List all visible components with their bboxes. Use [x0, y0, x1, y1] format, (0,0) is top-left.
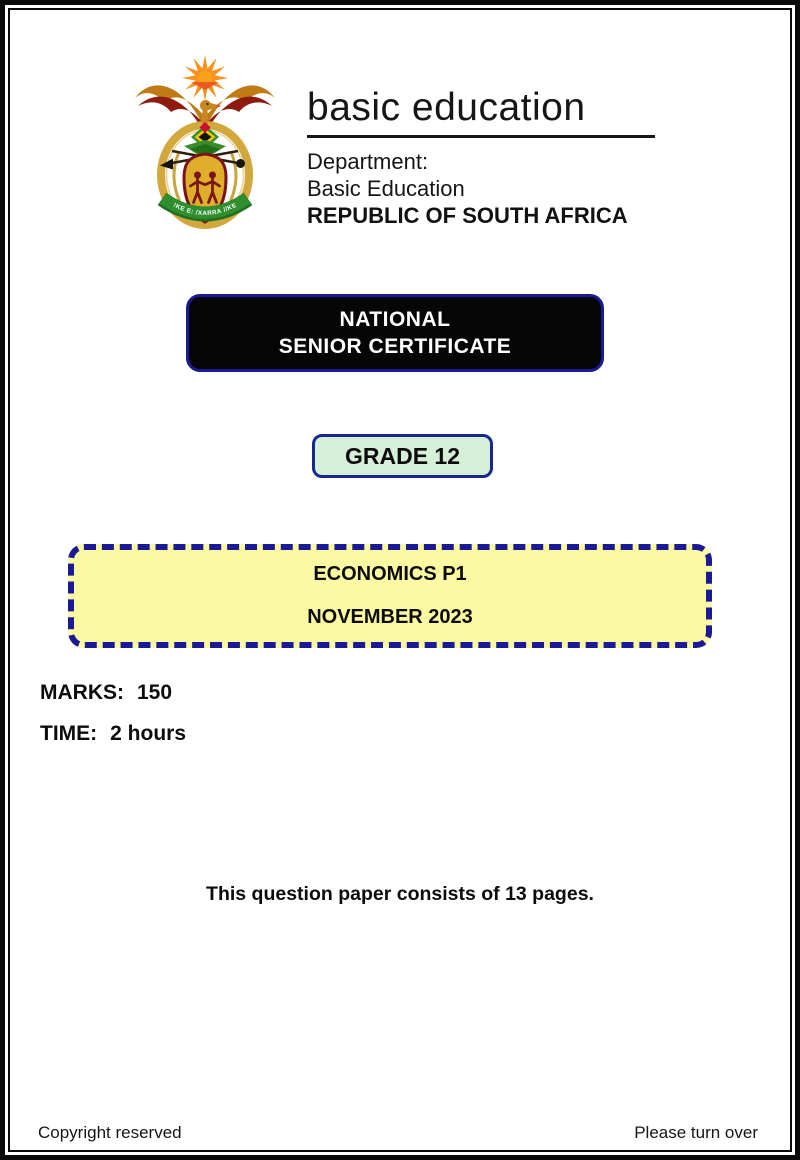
motto-text: !KE E: /XARRA //KE: [172, 201, 239, 218]
page-inner-frame: [8, 8, 792, 1152]
logo-divider: [307, 135, 655, 138]
department-logo-text: [307, 86, 707, 229]
wheat-right-icon: [231, 153, 237, 201]
pages-note: This question paper consists of 13 pages.: [206, 883, 594, 905]
exam-session: NOVEMBER 2023: [307, 606, 473, 628]
copyright-notice: Copyright reserved: [38, 1123, 182, 1142]
marks-row: [40, 681, 172, 705]
page-footer: [38, 1123, 758, 1143]
turn-over-note: Please turn over: [634, 1123, 758, 1142]
sun-icon: [182, 55, 228, 101]
time-label: TIME:: [40, 722, 98, 745]
time-row: [40, 722, 186, 746]
grade-badge: [312, 434, 493, 478]
subject-box: [68, 544, 712, 648]
department-name: Basic Education: [307, 176, 465, 201]
certificate-line1: NATIONAL: [339, 308, 451, 331]
department-label: Department:: [307, 149, 429, 174]
south-africa-coat-of-arms-icon: [130, 55, 280, 245]
logo-title: basic education: [307, 86, 586, 129]
country-name: REPUBLIC OF SOUTH AFRICA: [307, 203, 628, 228]
wheat-left-icon: [174, 153, 180, 201]
subject-title: ECONOMICS P1: [313, 563, 467, 585]
marks-value: 150: [137, 681, 173, 704]
marks-label: MARKS:: [40, 681, 124, 704]
certificate-banner: [186, 294, 604, 372]
certificate-line2: SENIOR CERTIFICATE: [278, 335, 512, 358]
time-value: 2 hours: [110, 722, 187, 745]
grade-label: GRADE 12: [344, 442, 461, 469]
